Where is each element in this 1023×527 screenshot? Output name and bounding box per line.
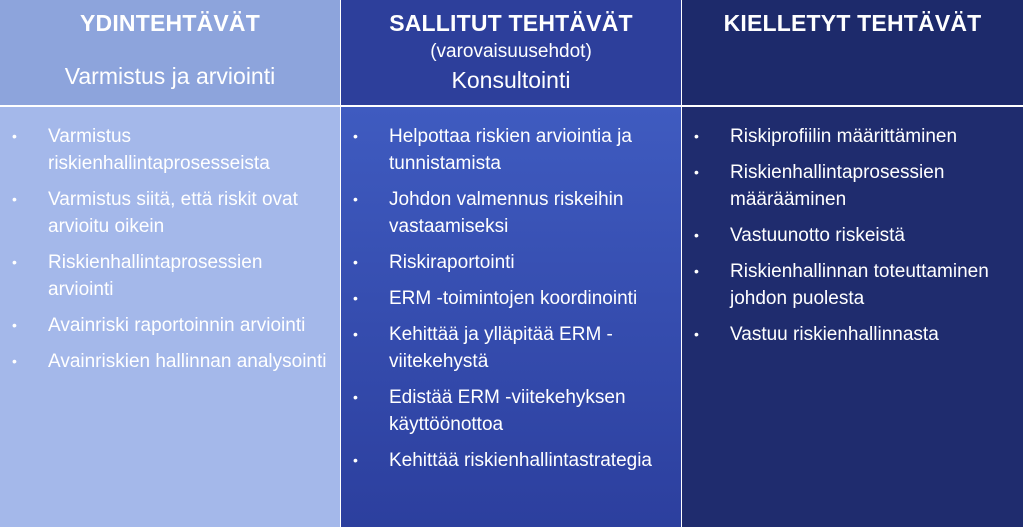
list-item-text: Avainriski raportoinnin arviointi — [48, 315, 306, 336]
list-item-text: Vastuu riskienhallinnasta — [730, 324, 939, 345]
column-header-core-tasks — [0, 0, 340, 105]
list-item-text: Riskienhallinnan toteuttaminen johdon puolesta — [730, 261, 989, 309]
column-header-forbidden-tasks — [682, 0, 1023, 105]
list-item — [682, 222, 1011, 249]
bullet-icon: • — [12, 353, 17, 369]
bullet-icon: • — [353, 128, 358, 144]
list-item — [0, 312, 328, 339]
list-item-text: Johdon valmennus riskeihin vastaamiseksi — [389, 189, 624, 237]
bullet-icon: • — [694, 263, 699, 279]
list-item — [341, 285, 669, 312]
list-item-text: ERM -toimintojen koordinointi — [389, 288, 638, 309]
bullet-icon: • — [12, 254, 17, 270]
list-item — [0, 249, 328, 303]
bullet-icon: • — [694, 227, 699, 243]
list-item-text: Riskiprofiilin määrittäminen — [730, 126, 958, 147]
list-item-text: Kehittää riskienhallintastrategia — [389, 450, 652, 471]
bullet-icon: • — [353, 452, 358, 468]
column-body-forbidden-tasks — [682, 107, 1023, 527]
bullet-icon: • — [694, 326, 699, 342]
bullet-icon: • — [353, 254, 358, 270]
bullet-icon: • — [694, 164, 699, 180]
bullet-icon: • — [694, 128, 699, 144]
task-list — [0, 107, 340, 375]
list-item — [682, 159, 1011, 213]
list-item — [682, 123, 1011, 150]
list-item — [341, 186, 669, 240]
list-item — [0, 348, 328, 375]
bullet-icon: • — [353, 326, 358, 342]
column-title: YDINTEHTÄVÄT — [79, 10, 260, 36]
list-item-text: Riskiraportointi — [389, 252, 515, 273]
bullet-icon: • — [353, 191, 358, 207]
list-item — [0, 123, 328, 177]
list-item-text: Kehittää ja ylläpitää ERM -viitekehystä — [389, 324, 613, 372]
bullet-icon: • — [353, 290, 358, 306]
column-subtitle: Varmistus ja arviointi — [64, 63, 276, 89]
task-list — [682, 107, 1023, 348]
column-subtitle: Konsultointi — [451, 67, 571, 93]
list-item — [341, 249, 669, 276]
column-body-core-tasks — [0, 107, 340, 527]
bullet-icon: • — [353, 389, 358, 405]
column-title: KIELLETYT TEHTÄVÄT — [723, 10, 982, 36]
list-item — [341, 447, 669, 474]
bullet-icon: • — [12, 317, 17, 333]
bullet-icon: • — [12, 191, 17, 207]
list-item — [341, 123, 669, 177]
column-title: SALLITUT TEHTÄVÄT — [389, 10, 633, 36]
list-item-text: Vastuunotto riskeistä — [730, 225, 905, 246]
column-body-allowed-tasks — [341, 107, 681, 527]
list-item — [682, 321, 1011, 348]
task-list — [341, 107, 681, 474]
column-subtitle-note: (varovaisuusehdot) — [430, 41, 592, 62]
list-item — [341, 384, 669, 438]
list-item-text: Varmistus siitä, että riskit ovat arvioitu oikein — [48, 189, 298, 237]
list-item-text: Varmistus riskienhallintaprosesseista — [48, 126, 270, 174]
list-item — [0, 186, 328, 240]
list-item-text: Helpottaa riskien arviointia ja tunnistamista — [389, 126, 632, 174]
column-header-allowed-tasks — [341, 0, 681, 105]
list-item — [682, 258, 1011, 312]
list-item-text: Edistää ERM -viitekehyksen käyttöönottoa — [389, 387, 626, 435]
list-item-text: Riskienhallintaprosessien määrääminen — [730, 162, 945, 210]
list-item-text: Riskienhallintaprosessien arviointi — [48, 252, 263, 300]
list-item-text: Avainriskien hallinnan analysointi — [48, 351, 327, 372]
list-item — [341, 321, 669, 375]
bullet-icon: • — [12, 128, 17, 144]
